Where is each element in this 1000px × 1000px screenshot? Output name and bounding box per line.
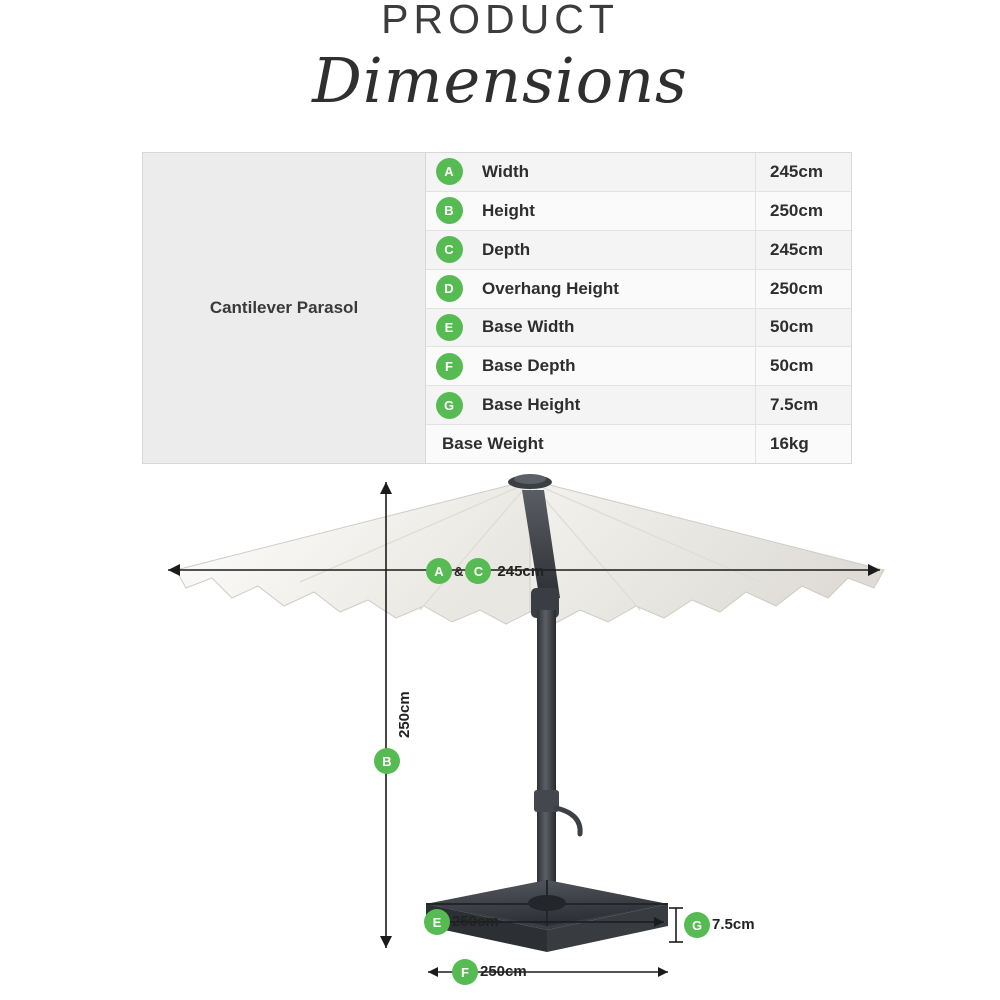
dimension-label: Base Width — [482, 317, 575, 337]
dimension-label: Base Depth — [482, 356, 576, 376]
dimension-value: 50cm — [755, 309, 851, 347]
dimension-badge-f: F — [452, 959, 478, 985]
dimension-badge-c: C — [465, 558, 491, 584]
dimension-badge: A — [436, 158, 463, 185]
table-row — [426, 153, 851, 192]
badge-cell — [426, 236, 472, 263]
table-row — [426, 192, 851, 231]
dimension-value: 250cm — [755, 192, 851, 230]
table-row — [426, 309, 851, 348]
dimension-badge: C — [436, 236, 463, 263]
dimension-badge-a: A — [426, 558, 452, 584]
base-width-value-label: 250cm — [452, 913, 499, 930]
dimension-value: 7.5cm — [755, 386, 851, 424]
base-depth-value-label: 250cm — [480, 963, 527, 980]
table-row — [426, 270, 851, 309]
dimension-badge: F — [436, 353, 463, 380]
dimension-label: Base Height — [482, 395, 581, 415]
parasol-illustration — [0, 470, 1000, 1000]
dimension-badge: E — [436, 314, 463, 341]
dimension-label: Base Weight — [442, 434, 544, 454]
callout-width — [426, 558, 544, 584]
dimension-label: Width — [482, 161, 530, 181]
base-height-value-label: 7.5cm — [712, 916, 755, 933]
table-rows — [426, 153, 851, 463]
table-row — [426, 347, 851, 386]
dimension-value: 50cm — [755, 347, 851, 385]
dimension-value: 245cm — [755, 231, 851, 269]
badge-cell — [426, 275, 472, 302]
badge-cell — [426, 314, 472, 341]
width-value-label: 245cm — [497, 562, 545, 580]
table-row — [426, 231, 851, 270]
dimension-value: 250cm — [755, 270, 851, 308]
dimension-badge: D — [436, 275, 463, 302]
dimension-label: Overhang Height — [482, 278, 619, 298]
badge-cell — [426, 197, 472, 224]
product-name-cell: Cantilever Parasol — [143, 153, 426, 463]
dimension-badge-b: B — [374, 748, 400, 774]
dimension-value: 245cm — [755, 153, 851, 191]
specification-table — [142, 152, 852, 464]
dimension-badge: G — [436, 392, 463, 419]
table-row — [426, 386, 851, 425]
dimension-label: Height — [482, 200, 535, 220]
badge-cell — [426, 353, 472, 380]
dimension-badge-e: E — [424, 909, 450, 935]
dimension-badge-g: G — [684, 912, 710, 938]
table-row — [426, 425, 851, 463]
parasol-diagram — [0, 470, 1000, 1000]
badge-cell — [426, 158, 472, 185]
dimension-value: 16kg — [755, 425, 851, 463]
page-title-product: PRODUCT — [381, 0, 619, 42]
dimension-badge: B — [436, 197, 463, 224]
page-title-dimensions: Dimensions — [312, 44, 688, 117]
dimension-label: Depth — [482, 239, 531, 259]
ampersand-label: & — [454, 563, 464, 579]
badge-cell — [426, 392, 472, 419]
height-value-label: 250cm — [396, 691, 413, 738]
